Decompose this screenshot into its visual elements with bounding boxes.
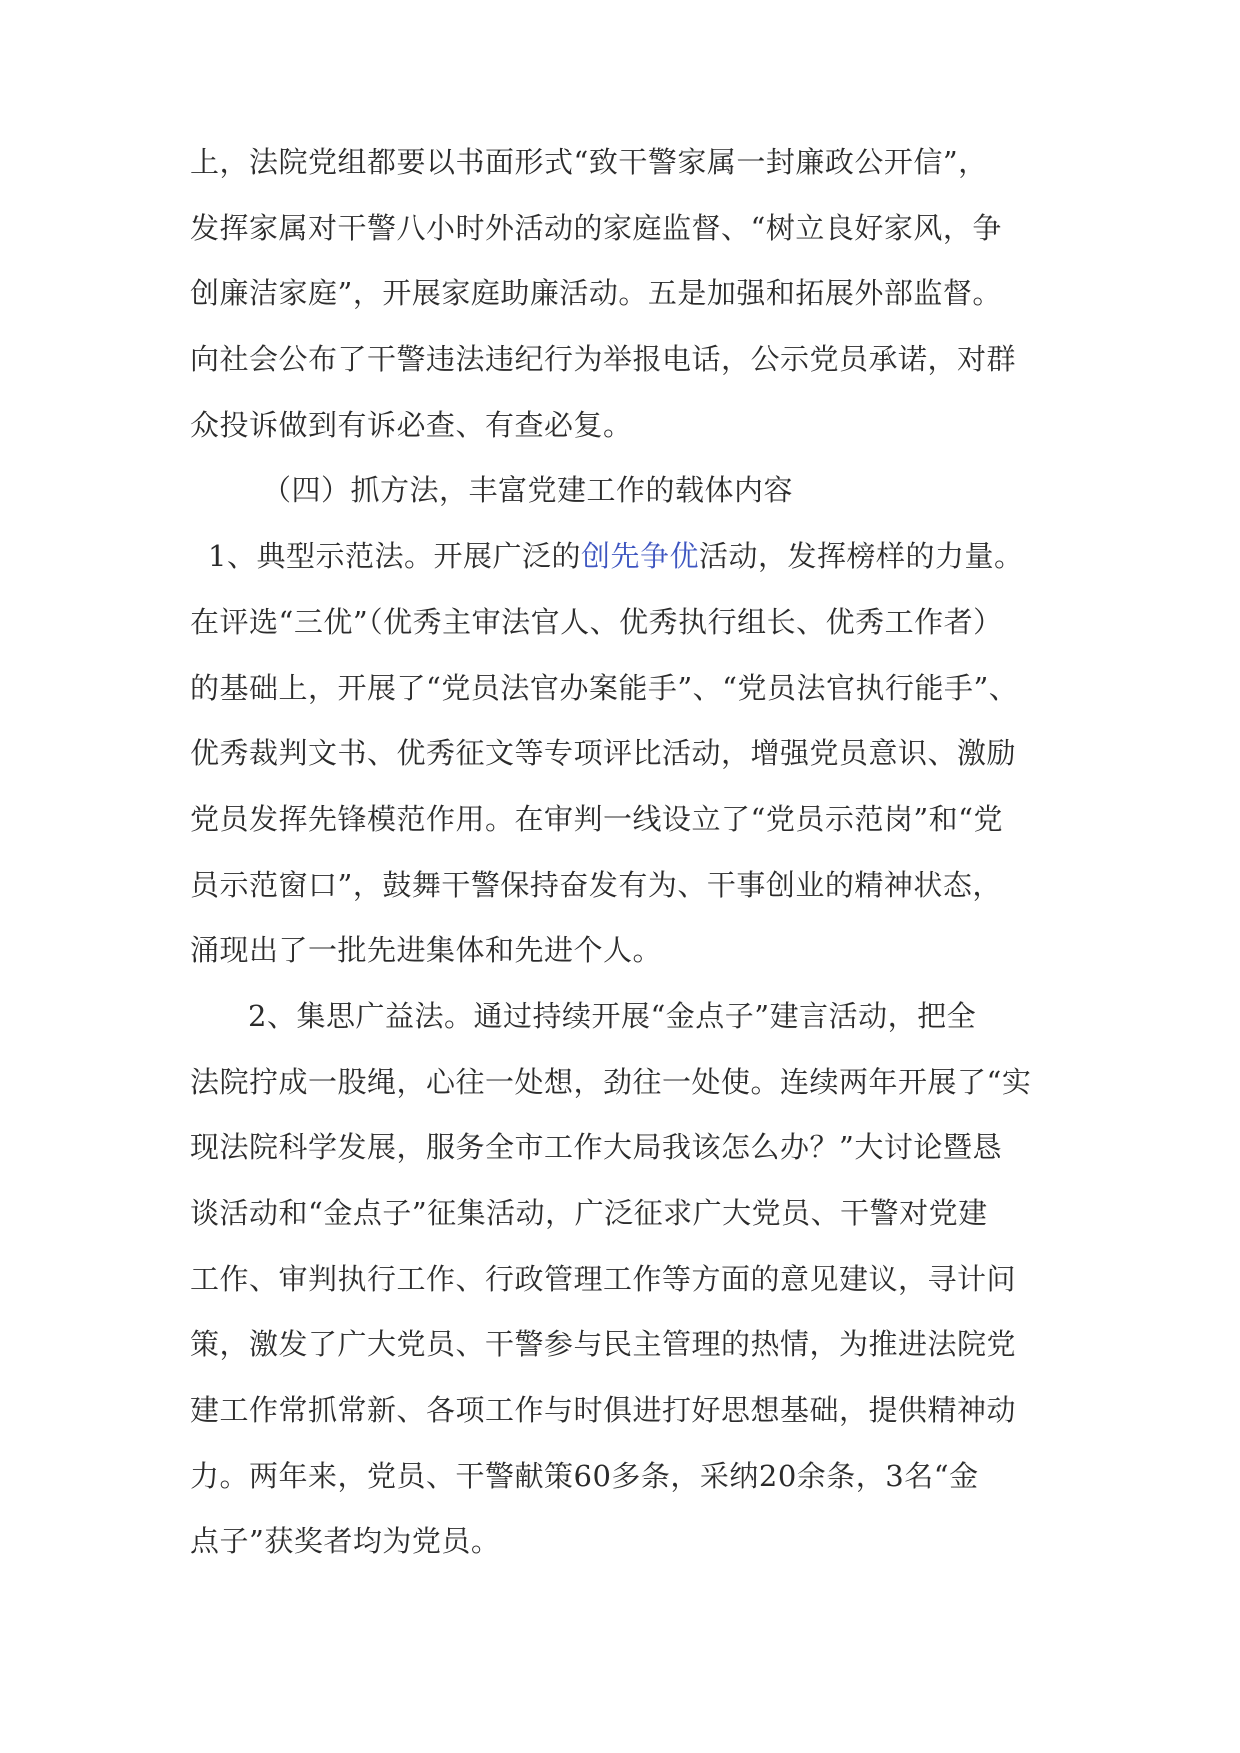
body-line: 创廉洁家庭”，开展家庭助廉活动。五是加强和拓展外部监督。 (190, 276, 1002, 311)
chuangxian-zhengyou-link[interactable]: 创先争优 (580, 539, 699, 574)
body-line: 上，法院党组都要以书面形式“致干警家属一封廉政公开信”， (190, 145, 988, 179)
body-line: 的基础上，开展了“党员法官办案能手”、“党员法官执行能手”、 (190, 670, 1019, 705)
body-line: 策，激发了广大党员、干警参与民主管理的热情，为推进法院党 (190, 1327, 1017, 1362)
body-line: 建工作常抓常新、各项工作与时俱进打好思想基础，提供精神动 (190, 1393, 1017, 1428)
body-line: 点子”获奖者均为党员。 (190, 1524, 501, 1559)
link-prefix-text: 1、典型示范法。开展广泛的 (208, 539, 581, 574)
body-line: 优秀裁判文书、优秀征文等专项评比活动，增强党员意识、激励 (190, 736, 1017, 771)
body-line: 涌现出了一批先进集体和先进个人。 (190, 933, 663, 968)
section-heading: （四）抓方法，丰富党建工作的载体内容 (262, 473, 794, 508)
body-line: 力。两年来，党员、干警献策60多条，采纳20余条，3名“金 (190, 1458, 979, 1493)
body-line: 发挥家属对干警八小时外活动的家庭监督、“树立良好家风，争 (190, 210, 1002, 245)
body-line: 法院拧成一股绳，心往一处想，劲往一处使。连续两年开展了“实 (190, 1064, 1032, 1099)
body-line-with-link (190, 524, 1060, 590)
body-line: 向社会公布了干警违法违纪行为举报电话，公示党员承诺，对群 (190, 342, 1017, 377)
paragraph-start-line: 2、集思广益法。通过持续开展“金点子”建言活动，把全 (248, 998, 977, 1033)
link-suffix-text: 活动，发挥榜样的力量。 (698, 539, 1024, 574)
document-body (190, 130, 1060, 1575)
body-line: 工作、审判执行工作、行政管理工作等方面的意见建议，寻计问 (190, 1261, 1017, 1296)
body-line: 众投诉做到有诉必查、有查必复。 (190, 407, 633, 442)
body-line: 现法院科学发展，服务全市工作大局我该怎么办？”大讨论暨恳 (190, 1130, 1002, 1165)
body-line: 党员发挥先锋模范作用。在审判一线设立了“党员示范岗”和“党 (190, 801, 1003, 836)
body-line: 谈活动和“金点子”征集活动，广泛征求广大党员、干警对党建 (190, 1196, 988, 1230)
body-line: 在评选“三优”（优秀主审法官人、优秀执行组长、优秀工作者） (190, 604, 1003, 639)
body-line: 员示范窗口”，鼓舞干警保持奋发有为、干事创业的精神状态， (190, 867, 1002, 902)
